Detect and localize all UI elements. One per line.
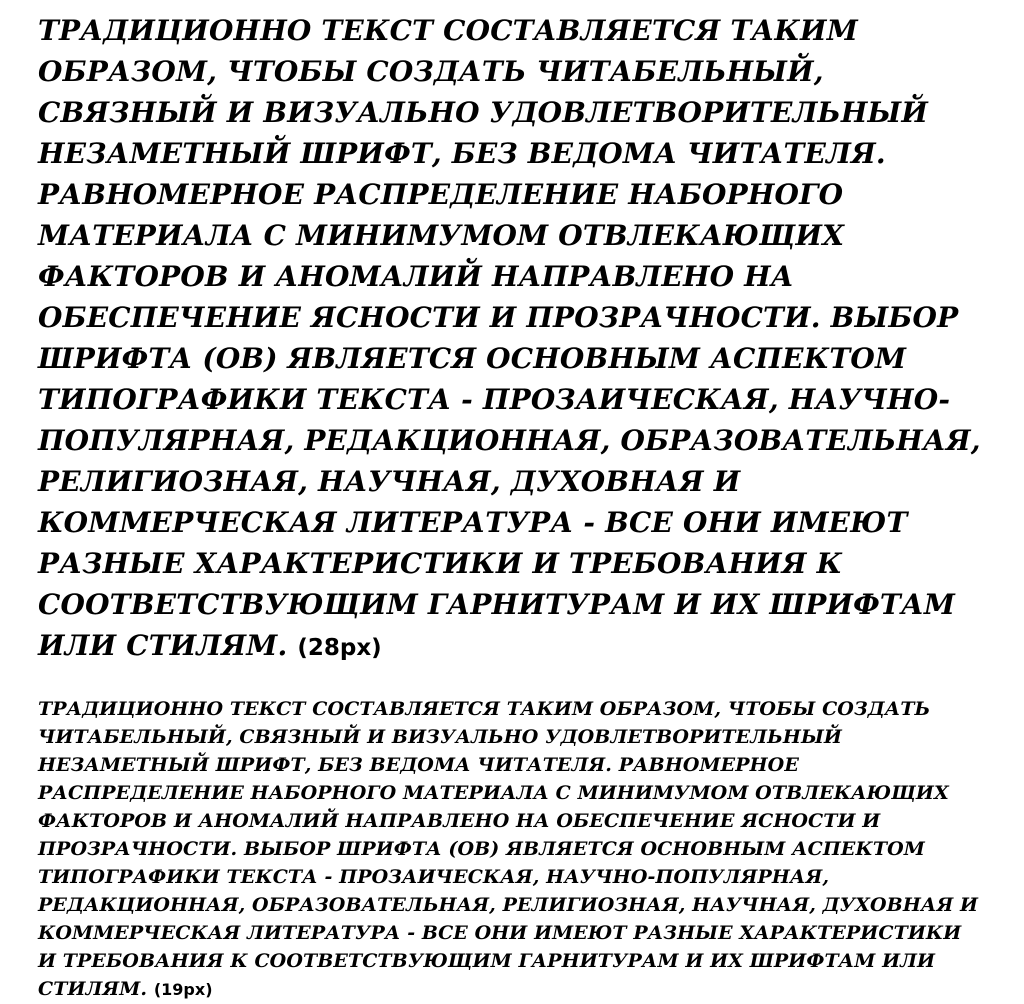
specimen-size-label-large: (28px) <box>297 635 382 661</box>
specimen-paragraph-large <box>38 10 984 669</box>
specimen-text-small: ТРАДИЦИОННО ТЕКСТ СОСТАВЛЯЕТСЯ ТАКИМ ОБРАЗОМ, ЧТОБЫ СОЗДАТЬ ЧИТАБЕЛЬНЫЙ, СВЯЗНЫЙ И ВИЗУАЛЬНО УДОВЛЕТВОРИТЕЛЬНЫЙ НЕЗАМЕТНЫЙ ШРИФТ, БЕЗ ВЕДОМА ЧИТАТЕЛЯ. РАВНОМЕРНОЕ РАСПРЕДЕЛЕНИЕ НАБОРНОГО МАТЕРИАЛА С МИНИМУМОМ ОТВЛЕКАЮЩИХ ФАКТОРОВ И АНОМАЛИЙ НАПРАВЛЕНО НА ОБЕСПЕЧЕНИЕ ЯСНОСТИ И ПРОЗРАЧНОСТИ. ВЫБОР ШРИФТА (ОВ) ЯВЛЯЕТСЯ ОСНОВНЫМ АСПЕКТОМ ТИПОГРАФИКИ ТЕКСТА - ПРОЗАИЧЕСКАЯ, НАУЧНО-ПОПУЛЯРНАЯ, РЕДАКЦИОННАЯ, ОБРАЗОВАТЕЛЬНАЯ, РЕЛИГИОЗНАЯ, НАУЧНАЯ, ДУХОВНАЯ И КОММЕРЧЕСКАЯ ЛИТЕРАТУРА - ВСЕ ОНИ ИМЕЮТ РАЗНЫЕ ХАРАКТЕРИСТИКИ И ТРЕБОВАНИЯ К СООТВЕТСТВУЮЩИМ ГАРНИТУРАМ И ИХ ШРИФТАМ ИЛИ СТИЛЯМ. <box>38 698 979 1000</box>
specimen-text-large: ТРАДИЦИОННО ТЕКСТ СОСТАВЛЯЕТСЯ ТАКИМ ОБРАЗОМ, ЧТОБЫ СОЗДАТЬ ЧИТАБЕЛЬНЫЙ, СВЯЗНЫЙ И ВИЗУАЛЬНО УДОВЛЕТВОРИТЕЛЬНЫЙ НЕЗАМЕТНЫЙ ШРИФТ, БЕЗ ВЕДОМА ЧИТАТЕЛЯ. РАВНОМЕРНОЕ РАСПРЕДЕЛЕНИЕ НАБОРНОГО МАТЕРИАЛА С МИНИМУМОМ ОТВЛЕКАЮЩИХ ФАКТОРОВ И АНОМАЛИЙ НАПРАВЛЕНО НА ОБЕСПЕЧЕНИЕ ЯСНОСТИ И ПРОЗРАЧНОСТИ. ВЫБОР ШРИФТА (ОВ) ЯВЛЯЕТСЯ ОСНОВНЫМ АСПЕКТОМ ТИПОГРАФИКИ ТЕКСТА - ПРОЗАИЧЕСКАЯ, НАУЧНО-ПОПУЛЯРНАЯ, РЕДАКЦИОННАЯ, ОБРАЗОВАТЕЛЬНАЯ, РЕЛИГИОЗНАЯ, НАУЧНАЯ, ДУХОВНАЯ И КОММЕРЧЕСКАЯ ЛИТЕРАТУРА - ВСЕ ОНИ ИМЕЮТ РАЗНЫЕ ХАРАКТЕРИСТИКИ И ТРЕБОВАНИЯ К СООТВЕТСТВУЮЩИМ ГАРНИТУРАМ И ИХ ШРИФТАМ ИЛИ СТИЛЯМ. <box>38 14 981 662</box>
specimen-paragraph-small <box>38 695 984 1004</box>
specimen-size-label-small: (19px) <box>153 980 213 999</box>
